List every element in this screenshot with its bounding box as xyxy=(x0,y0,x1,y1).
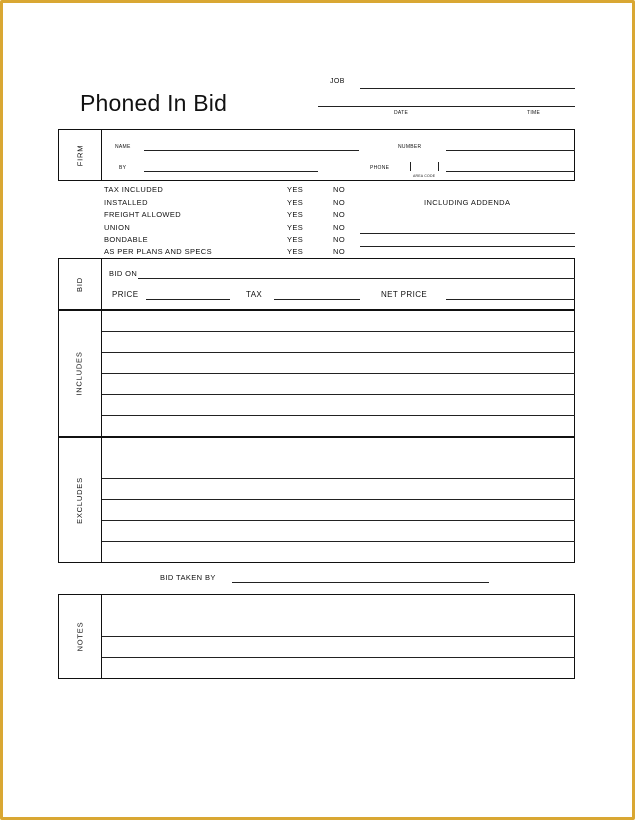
firm-side xyxy=(58,129,102,181)
excludes-section-label: EXCLUDES xyxy=(75,476,84,524)
name-label: NAME xyxy=(115,144,131,150)
number-field[interactable] xyxy=(446,150,575,151)
checklist-item: INSTALLED xyxy=(104,198,148,207)
notes-line[interactable] xyxy=(102,636,575,637)
tax-field[interactable] xyxy=(274,299,360,300)
includes-line[interactable] xyxy=(102,331,575,332)
yes-option[interactable]: YES xyxy=(287,198,304,207)
net-price-label: NET PRICE xyxy=(381,290,428,299)
excludes-line[interactable] xyxy=(102,520,575,521)
checklist-item: UNION xyxy=(104,223,131,232)
no-option[interactable]: NO xyxy=(333,210,346,219)
yes-option[interactable]: YES xyxy=(287,185,304,194)
excludes-line[interactable] xyxy=(102,478,575,479)
net-price-field[interactable] xyxy=(446,299,575,300)
bid-on-field[interactable] xyxy=(138,278,575,279)
includes-line[interactable] xyxy=(102,373,575,374)
bid-side xyxy=(58,258,102,310)
includes-line[interactable] xyxy=(102,415,575,416)
firm-section-label: FIRM xyxy=(75,144,84,166)
no-option[interactable]: NO xyxy=(333,185,346,194)
price-field[interactable] xyxy=(146,299,230,300)
excludes-line[interactable] xyxy=(102,541,575,542)
includes-line[interactable] xyxy=(102,352,575,353)
excludes-section xyxy=(58,437,575,563)
checklist-item: TAX INCLUDED xyxy=(104,185,164,194)
no-option[interactable]: NO xyxy=(333,235,346,244)
includes-line[interactable] xyxy=(102,394,575,395)
no-option[interactable]: NO xyxy=(333,247,346,256)
by-field[interactable] xyxy=(144,171,318,172)
yes-option[interactable]: YES xyxy=(287,223,304,232)
number-label: NUMBER xyxy=(398,144,422,150)
checklist-item: FREIGHT ALLOWED xyxy=(104,210,182,219)
job-label: JOB xyxy=(330,78,345,85)
notes-side xyxy=(58,594,102,679)
checklist-item: AS PER PLANS AND SPECS xyxy=(104,247,213,256)
time-label: TIME xyxy=(527,110,541,116)
addenda-field[interactable] xyxy=(360,233,575,234)
phone-label: PHONE xyxy=(370,165,390,171)
by-label: BY xyxy=(119,165,127,171)
bid-section xyxy=(58,258,575,310)
excludes-side xyxy=(58,437,102,563)
phone-field[interactable] xyxy=(446,171,575,172)
name-field[interactable] xyxy=(144,150,359,151)
date-time-field[interactable] xyxy=(318,106,575,107)
price-label: PRICE xyxy=(112,290,139,299)
no-option[interactable]: NO xyxy=(333,198,346,207)
area-code-left-bracket xyxy=(410,162,411,171)
no-option[interactable]: NO xyxy=(333,223,346,232)
firm-section xyxy=(58,129,575,181)
includes-side xyxy=(58,310,102,437)
tax-label: TAX xyxy=(246,290,263,299)
yes-option[interactable]: YES xyxy=(287,210,304,219)
area-code-right-bracket xyxy=(438,162,439,171)
bid-on-label: BID ON xyxy=(109,269,138,278)
checklist-item: BONDABLE xyxy=(104,235,149,244)
bid-section-label: BID xyxy=(75,276,84,292)
including-addenda-label: INCLUDING ADDENDA xyxy=(424,198,511,207)
includes-section-label: INCLUDES xyxy=(75,351,85,396)
date-label: DATE xyxy=(394,110,409,116)
area-code-label: AREA CODE xyxy=(413,174,436,178)
page-title: Phoned In Bid xyxy=(80,90,228,116)
bid-taken-by-label: BID TAKEN BY xyxy=(160,573,216,582)
bid-taken-by-field[interactable] xyxy=(232,582,489,583)
addenda-field[interactable] xyxy=(360,246,575,247)
job-field[interactable] xyxy=(360,88,575,89)
excludes-line[interactable] xyxy=(102,499,575,500)
notes-section-label: NOTES xyxy=(75,621,84,652)
notes-line[interactable] xyxy=(102,657,575,658)
yes-option[interactable]: YES xyxy=(287,247,304,256)
yes-option[interactable]: YES xyxy=(287,235,304,244)
